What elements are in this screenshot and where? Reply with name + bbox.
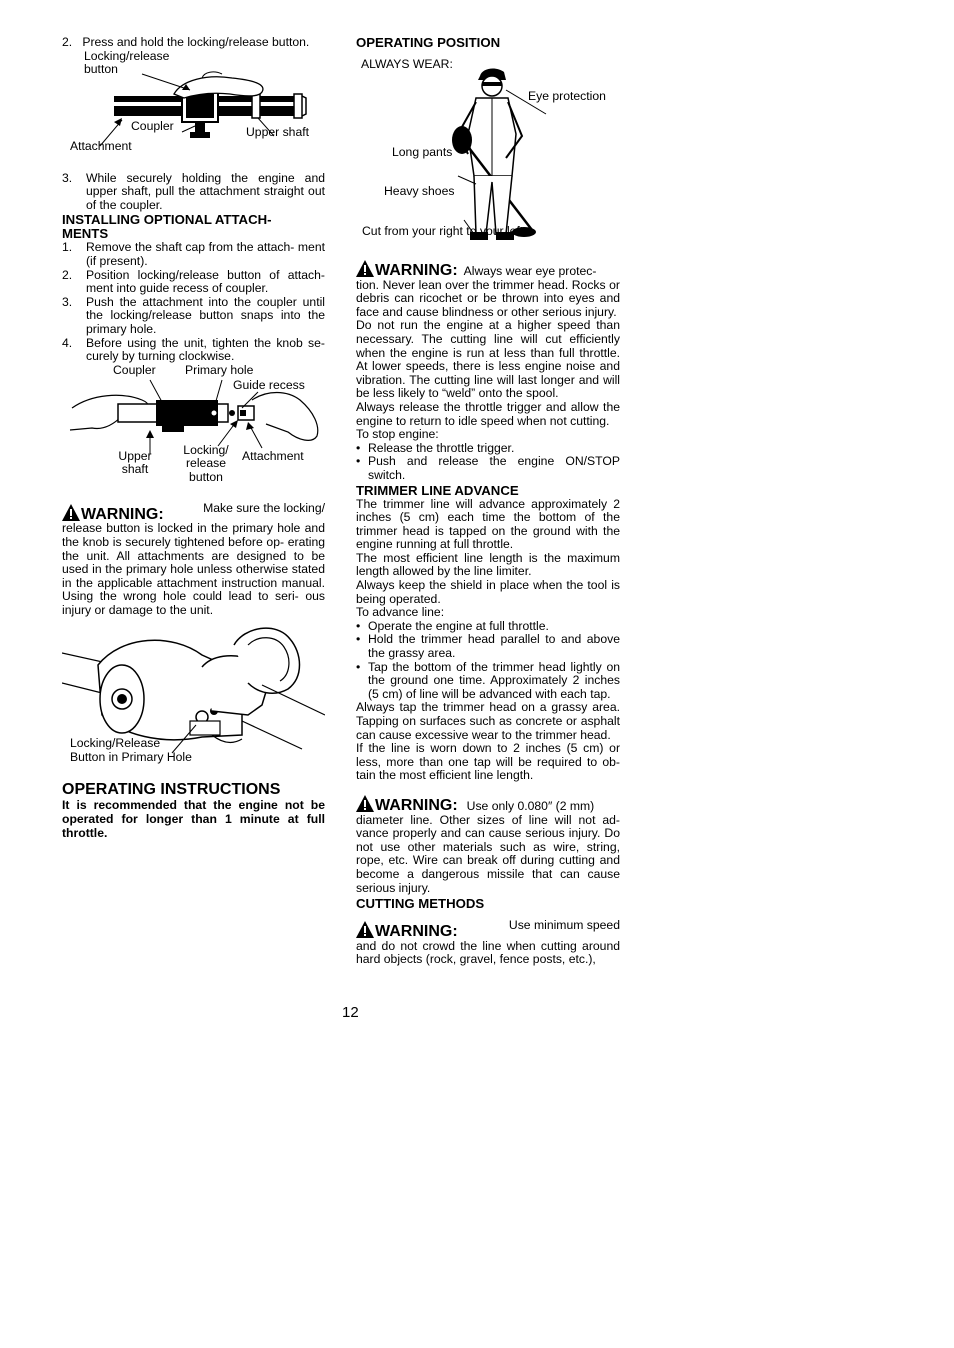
step-3: 3. While securely holding the engine and upper shaft, pull the attachment straight out of the coupler.	[62, 170, 325, 212]
list-item: • Hold the trimmer head parallel to and above the grassy area.	[356, 632, 620, 661]
warning-word: WARNING:	[375, 923, 458, 941]
install-figure	[62, 364, 325, 500]
label-coupler: Coupler	[131, 118, 174, 133]
label-heavy-shoes: Heavy shoes	[384, 184, 455, 198]
advance-bullets	[356, 620, 620, 702]
step-2: 2. Press and hold the locking/release button.	[62, 35, 310, 49]
label-locking-release: Locking/release button	[84, 48, 170, 77]
operating-instructions-heading: OPERATING INSTRUCTIONS	[62, 781, 281, 799]
label-guide-recess: Guide recess	[233, 377, 305, 392]
warning-triangle-icon	[62, 504, 80, 521]
warning-4: WARNING: Use minimum speed and do not crowd the line when cutting around hard objects (rock, gravel, fence posts, etc.),	[356, 918, 620, 967]
primary-hole-figure	[62, 625, 325, 785]
left-column	[62, 36, 325, 840]
list-item: • Operate the engine at full throttle.	[356, 618, 549, 633]
para-release: Always release the throttle trigger and allow the engine to return to idle speed when not cutting.	[356, 399, 620, 428]
figure-caption: Locking/Release Button in Primary Hole	[70, 736, 192, 765]
warning-word: WARNING:	[81, 505, 164, 523]
list-item: • Tap the bottom of the trimmer head lightly on the ground one time. Approximately 2 inches (5 cm) of line will be advanced with each tap.	[356, 659, 620, 701]
warning-word: WARNING:	[375, 262, 458, 279]
trimmer-p2: The most efficient line length is the maximum length allowed by the line limiter.	[356, 550, 620, 579]
trimmer-p5: If the line is worn down to 2 inches (5 cm) or less, more than one tap will be required to ob- tain the most efficient line length.	[356, 741, 620, 783]
warning-3: WARNING: Use only 0.080″ (2 mm) diameter line. Other sizes of line will not ad- vance properly and can cause serious injury. Do not use other materials such as wire, string, rope, etc. Wire can break off during cutting and become a dangerous missile that can cause serious injury.	[356, 796, 620, 895]
to-advance: To advance line:	[356, 605, 445, 620]
warning-triangle-icon	[356, 260, 374, 277]
label-upper-shaft: Upper shaft	[246, 124, 310, 139]
installing-heading: INSTALLING OPTIONAL ATTACH- MENTS	[62, 212, 272, 242]
trimmer-heading: TRIMMER LINE ADVANCE	[356, 482, 519, 498]
warning-word: WARNING:	[375, 796, 458, 814]
cutting-heading: CUTTING METHODS	[356, 896, 485, 912]
warning-triangle-icon	[356, 921, 374, 938]
list-item: • Release the throttle trigger.	[356, 440, 515, 455]
label-attachment-2: Attachment	[242, 448, 304, 463]
warning-triangle-icon	[356, 795, 374, 812]
label-upper-shaft-2: Upper shaft	[118, 448, 152, 477]
label-eye-protection: Eye protection	[528, 89, 606, 103]
operating-position-figure	[356, 54, 620, 250]
label-primary-hole: Primary hole	[185, 362, 254, 377]
trimmer-p3: Always keep the shield in place when the tool is being operated.	[356, 578, 620, 606]
label-always-wear: ALWAYS WEAR:	[361, 57, 453, 71]
list-item: 4. Before using the unit, tighten the knob se- curely by turning clockwise.	[62, 335, 325, 364]
label-long-pants: Long pants	[392, 145, 453, 159]
trimmer-p1: The trimmer line will advance approximately 2 inches (5 cm) each time the bottom of the trimmer head is tapped on the ground with the engine running at full throttle.	[356, 496, 620, 552]
operating-position-heading: OPERATING POSITION	[356, 35, 501, 50]
label-attachment: Attachment	[70, 138, 132, 153]
trimmer-p4: Always tap the trimmer head on a grassy area. Tapping on surfaces such as concrete or asphalt can cause excessive wear to the trimmer head.	[356, 700, 620, 742]
para-speed: Do not run the engine at a higher speed than necessary. The cutting line will cut efficiently when the engine is run at less than full throttle. At lower speeds, there is less engine noise and vibration. The cutting line will last longer and will be less likely to “weld” onto the spool.	[356, 318, 620, 401]
label-locking-release-2: Locking/ release button	[183, 442, 229, 484]
label-coupler-2: Coupler	[113, 362, 156, 377]
list-item: • Push and release the engine ON/STOP switch.	[356, 454, 620, 482]
list-item: 3. Push the attachment into the coupler until the locking/release button snaps into the primary hole.	[62, 294, 325, 336]
figure-caption-cut: Cut from your right to your left.	[362, 224, 527, 238]
stop-bullets	[356, 442, 620, 483]
warning-2: WARNING: Always wear eye protec- tion. Never lean over the trimmer head. Rocks or debris can ricochet or be thrown into eyes and face and cause blindness or other serious injury.	[356, 262, 620, 319]
warning-1: WARNING: Make sure the locking/ release button is locked in the primary hole and the knob is securely tightened before op- erating the unit. All attachments are designed to be used in the primary hole unless otherwise stated in the applicable attachment instruction manual. Using the wrong hole could lead to seri- ous injury or damage to the unit.	[62, 500, 325, 617]
page-number: 12	[342, 1004, 359, 1021]
to-stop: To stop engine:	[356, 427, 439, 442]
list-item: 1. Remove the shaft cap from the attach- ment (if present).	[62, 240, 325, 268]
coupler-figure	[62, 50, 325, 170]
right-column	[356, 36, 620, 967]
list-item: 2. Position locking/release button of attach- ment into guide recess of coupler.	[62, 267, 325, 296]
operating-instructions-note: It is recommended that the engine not be operated for longer than 1 minute at full throttle.	[62, 798, 325, 840]
install-steps	[62, 241, 325, 363]
